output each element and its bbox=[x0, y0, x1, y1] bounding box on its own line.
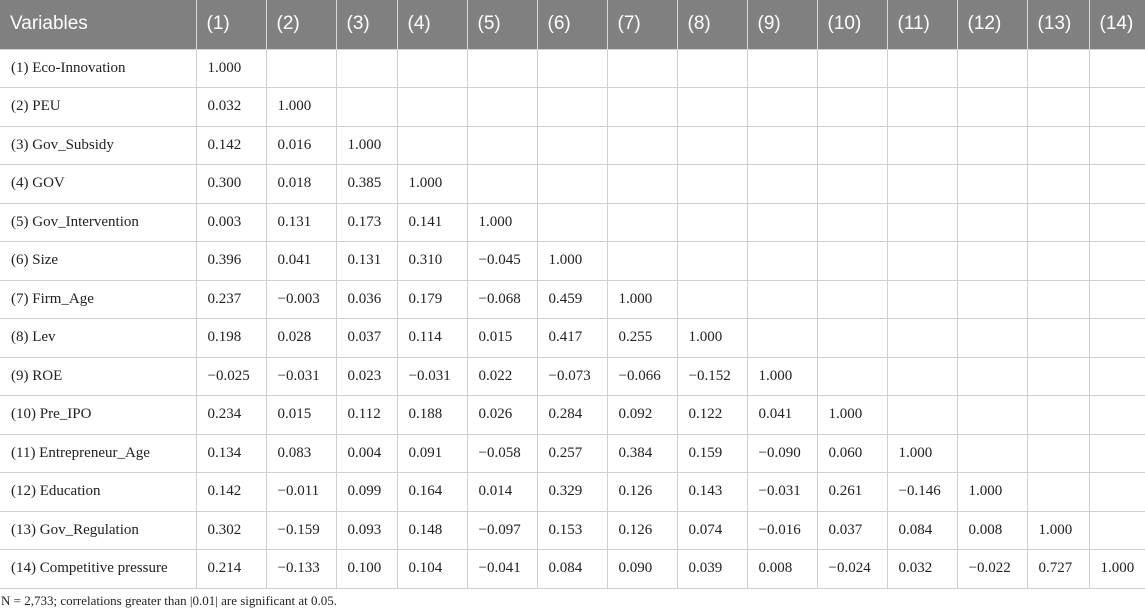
table-row bbox=[0, 319, 1145, 358]
correlation-cell: 0.234 bbox=[196, 396, 266, 435]
variable-label-cell: (1) Eco-Innovation bbox=[0, 49, 196, 88]
correlation-cell: 1.000 bbox=[266, 88, 336, 127]
correlation-cell: 0.037 bbox=[817, 511, 887, 550]
correlation-cell bbox=[817, 319, 887, 358]
correlation-cell bbox=[537, 126, 607, 165]
correlation-cell bbox=[817, 242, 887, 281]
correlation-cell: 0.091 bbox=[397, 434, 467, 473]
correlation-cell: 1.000 bbox=[1027, 511, 1089, 550]
correlation-cell: 0.004 bbox=[336, 434, 397, 473]
correlation-cell: 0.459 bbox=[537, 280, 607, 319]
correlation-cell: 1.000 bbox=[467, 203, 537, 242]
correlation-cell: −0.016 bbox=[747, 511, 817, 550]
correlation-cell: 0.159 bbox=[677, 434, 747, 473]
correlation-cell bbox=[887, 242, 957, 281]
table-row bbox=[0, 203, 1145, 242]
table-row bbox=[0, 49, 1145, 88]
correlation-cell bbox=[747, 242, 817, 281]
correlation-cell: 0.092 bbox=[607, 396, 677, 435]
correlation-cell bbox=[1027, 88, 1089, 127]
correlation-cell: 0.188 bbox=[397, 396, 467, 435]
correlation-cell: 0.329 bbox=[537, 473, 607, 512]
correlation-cell bbox=[266, 49, 336, 88]
correlation-cell: 0.018 bbox=[266, 165, 336, 204]
table-footnote: N = 2,733; correlations greater than |0.01| are significant at 0.05. bbox=[1, 593, 337, 608]
correlation-cell bbox=[887, 49, 957, 88]
correlation-cell: −0.025 bbox=[196, 357, 266, 396]
column-header-4: (4) bbox=[397, 0, 467, 49]
correlation-cell: 0.104 bbox=[397, 550, 467, 589]
correlation-cell: 1.000 bbox=[196, 49, 266, 88]
correlation-cell bbox=[957, 319, 1027, 358]
correlation-cell: 0.032 bbox=[887, 550, 957, 589]
correlation-cell: 0.099 bbox=[336, 473, 397, 512]
correlation-cell: −0.066 bbox=[607, 357, 677, 396]
correlation-cell: 1.000 bbox=[1089, 550, 1145, 589]
correlation-cell bbox=[397, 126, 467, 165]
correlation-cell: 0.134 bbox=[196, 434, 266, 473]
correlation-cell: 0.143 bbox=[677, 473, 747, 512]
correlation-cell bbox=[1089, 319, 1145, 358]
correlation-cell: −0.011 bbox=[266, 473, 336, 512]
correlation-cell bbox=[747, 319, 817, 358]
column-header-5: (5) bbox=[467, 0, 537, 49]
correlation-cell: −0.041 bbox=[467, 550, 537, 589]
correlation-cell: 0.028 bbox=[266, 319, 336, 358]
correlation-cell bbox=[957, 203, 1027, 242]
variable-label-cell: (5) Gov_Intervention bbox=[0, 203, 196, 242]
correlation-cell: 0.026 bbox=[467, 396, 537, 435]
correlation-cell: 0.261 bbox=[817, 473, 887, 512]
correlation-cell: 0.131 bbox=[336, 242, 397, 281]
correlation-cell bbox=[1027, 49, 1089, 88]
correlation-cell bbox=[1089, 396, 1145, 435]
correlation-cell: 1.000 bbox=[336, 126, 397, 165]
correlation-cell bbox=[887, 165, 957, 204]
correlation-cell bbox=[817, 49, 887, 88]
correlation-cell: 0.008 bbox=[957, 511, 1027, 550]
correlation-cell bbox=[1027, 203, 1089, 242]
table-row bbox=[0, 280, 1145, 319]
correlation-cell bbox=[887, 203, 957, 242]
correlation-cell bbox=[747, 280, 817, 319]
correlation-cell: 0.153 bbox=[537, 511, 607, 550]
correlation-cell bbox=[957, 396, 1027, 435]
correlation-cell bbox=[537, 88, 607, 127]
header-row bbox=[0, 0, 1145, 49]
correlation-cell bbox=[677, 203, 747, 242]
correlation-cell bbox=[677, 242, 747, 281]
column-header-8: (8) bbox=[677, 0, 747, 49]
correlation-cell bbox=[1089, 357, 1145, 396]
variable-label-cell: (10) Pre_IPO bbox=[0, 396, 196, 435]
correlation-cell bbox=[607, 242, 677, 281]
table-row bbox=[0, 396, 1145, 435]
correlation-cell: 0.015 bbox=[467, 319, 537, 358]
correlation-cell: 0.384 bbox=[607, 434, 677, 473]
correlation-cell: 0.100 bbox=[336, 550, 397, 589]
variable-label-cell: (4) GOV bbox=[0, 165, 196, 204]
correlation-cell: 1.000 bbox=[887, 434, 957, 473]
correlation-cell: 1.000 bbox=[677, 319, 747, 358]
correlation-cell: 0.083 bbox=[266, 434, 336, 473]
variable-label-cell: (6) Size bbox=[0, 242, 196, 281]
variable-label-cell: (12) Education bbox=[0, 473, 196, 512]
correlation-cell: −0.045 bbox=[467, 242, 537, 281]
correlation-cell bbox=[336, 88, 397, 127]
correlation-cell bbox=[1027, 165, 1089, 204]
correlation-cell bbox=[747, 88, 817, 127]
correlation-cell bbox=[957, 434, 1027, 473]
correlation-cell: 0.300 bbox=[196, 165, 266, 204]
correlation-cell bbox=[677, 88, 747, 127]
correlation-cell bbox=[817, 203, 887, 242]
correlation-cell bbox=[1027, 126, 1089, 165]
table-row bbox=[0, 88, 1145, 127]
correlation-cell: −0.024 bbox=[817, 550, 887, 589]
correlation-cell: −0.090 bbox=[747, 434, 817, 473]
correlation-cell: 1.000 bbox=[957, 473, 1027, 512]
correlation-cell: 0.131 bbox=[266, 203, 336, 242]
variable-label-cell: (3) Gov_Subsidy bbox=[0, 126, 196, 165]
correlation-cell bbox=[397, 49, 467, 88]
correlation-cell: 0.237 bbox=[196, 280, 266, 319]
correlation-cell bbox=[887, 357, 957, 396]
correlation-cell: −0.159 bbox=[266, 511, 336, 550]
variable-label-cell: (13) Gov_Regulation bbox=[0, 511, 196, 550]
correlation-cell: 0.284 bbox=[537, 396, 607, 435]
correlation-cell: 0.023 bbox=[336, 357, 397, 396]
correlation-cell bbox=[1027, 434, 1089, 473]
correlation-cell: 0.142 bbox=[196, 473, 266, 512]
correlation-cell bbox=[887, 126, 957, 165]
correlation-cell: 0.179 bbox=[397, 280, 467, 319]
correlation-cell: −0.031 bbox=[397, 357, 467, 396]
correlation-cell: −0.068 bbox=[467, 280, 537, 319]
correlation-cell bbox=[467, 49, 537, 88]
correlation-cell: 0.036 bbox=[336, 280, 397, 319]
correlation-cell: 0.003 bbox=[196, 203, 266, 242]
correlation-cell: 0.041 bbox=[266, 242, 336, 281]
correlation-cell bbox=[677, 126, 747, 165]
correlation-cell: 0.114 bbox=[397, 319, 467, 358]
correlation-cell: 0.022 bbox=[467, 357, 537, 396]
correlation-cell bbox=[887, 280, 957, 319]
correlation-cell: 0.015 bbox=[266, 396, 336, 435]
correlation-cell: 0.039 bbox=[677, 550, 747, 589]
correlation-cell: 0.014 bbox=[467, 473, 537, 512]
table-row bbox=[0, 550, 1145, 589]
correlation-cell: 0.141 bbox=[397, 203, 467, 242]
correlation-cell: 0.084 bbox=[537, 550, 607, 589]
column-header-13: (13) bbox=[1027, 0, 1089, 49]
correlation-cell bbox=[1027, 357, 1089, 396]
correlation-cell: 0.126 bbox=[607, 511, 677, 550]
correlation-cell: 1.000 bbox=[817, 396, 887, 435]
table-row bbox=[0, 434, 1145, 473]
column-header-3: (3) bbox=[336, 0, 397, 49]
correlation-cell: 0.727 bbox=[1027, 550, 1089, 589]
correlation-cell: 0.037 bbox=[336, 319, 397, 358]
variable-label-cell: (9) ROE bbox=[0, 357, 196, 396]
column-header-11: (11) bbox=[887, 0, 957, 49]
correlation-cell bbox=[1089, 434, 1145, 473]
table-row bbox=[0, 473, 1145, 512]
table-row bbox=[0, 126, 1145, 165]
correlation-cell bbox=[1089, 280, 1145, 319]
table-row bbox=[0, 511, 1145, 550]
correlation-cell bbox=[887, 319, 957, 358]
column-header-12: (12) bbox=[957, 0, 1027, 49]
table-body bbox=[0, 49, 1145, 588]
correlation-cell bbox=[607, 88, 677, 127]
variable-label-cell: (7) Firm_Age bbox=[0, 280, 196, 319]
correlation-cell: 0.093 bbox=[336, 511, 397, 550]
correlation-cell: −0.003 bbox=[266, 280, 336, 319]
correlation-cell bbox=[467, 165, 537, 204]
correlation-cell bbox=[957, 357, 1027, 396]
variable-label-cell: (11) Entrepreneur_Age bbox=[0, 434, 196, 473]
column-header-6: (6) bbox=[537, 0, 607, 49]
correlation-cell bbox=[957, 126, 1027, 165]
correlation-cell bbox=[1089, 88, 1145, 127]
correlation-cell: −0.133 bbox=[266, 550, 336, 589]
column-header-10: (10) bbox=[817, 0, 887, 49]
correlation-cell bbox=[817, 126, 887, 165]
correlation-cell: 1.000 bbox=[397, 165, 467, 204]
correlation-cell: 0.090 bbox=[607, 550, 677, 589]
correlation-cell: −0.031 bbox=[747, 473, 817, 512]
correlation-cell: 1.000 bbox=[537, 242, 607, 281]
correlation-cell: 1.000 bbox=[607, 280, 677, 319]
correlation-cell bbox=[336, 49, 397, 88]
correlation-cell bbox=[607, 165, 677, 204]
correlation-cell: 0.417 bbox=[537, 319, 607, 358]
correlation-cell bbox=[817, 357, 887, 396]
correlation-cell: −0.058 bbox=[467, 434, 537, 473]
correlation-cell bbox=[677, 165, 747, 204]
column-header-9: (9) bbox=[747, 0, 817, 49]
correlation-cell bbox=[467, 126, 537, 165]
column-header-variables: Variables bbox=[0, 0, 196, 49]
correlation-cell bbox=[817, 280, 887, 319]
correlation-cell bbox=[957, 242, 1027, 281]
correlation-cell bbox=[537, 165, 607, 204]
correlation-cell bbox=[957, 165, 1027, 204]
correlation-cell bbox=[1089, 511, 1145, 550]
correlation-cell: −0.097 bbox=[467, 511, 537, 550]
correlation-cell bbox=[957, 280, 1027, 319]
correlation-cell: 0.164 bbox=[397, 473, 467, 512]
correlation-cell: 0.302 bbox=[196, 511, 266, 550]
column-header-2: (2) bbox=[266, 0, 336, 49]
correlation-cell bbox=[467, 88, 537, 127]
correlation-cell bbox=[1089, 165, 1145, 204]
correlation-cell: 0.142 bbox=[196, 126, 266, 165]
correlation-cell: 0.084 bbox=[887, 511, 957, 550]
correlation-cell bbox=[677, 280, 747, 319]
correlation-cell bbox=[1027, 396, 1089, 435]
correlation-cell: 0.122 bbox=[677, 396, 747, 435]
correlation-cell: 0.310 bbox=[397, 242, 467, 281]
correlation-cell bbox=[1089, 49, 1145, 88]
correlation-cell bbox=[747, 165, 817, 204]
correlation-cell: 0.255 bbox=[607, 319, 677, 358]
correlation-cell bbox=[957, 88, 1027, 127]
correlation-cell: −0.022 bbox=[957, 550, 1027, 589]
correlation-cell bbox=[1089, 242, 1145, 281]
correlation-cell: 0.173 bbox=[336, 203, 397, 242]
variable-label-cell: (14) Competitive pressure bbox=[0, 550, 196, 589]
correlation-cell bbox=[537, 203, 607, 242]
correlation-cell: 0.041 bbox=[747, 396, 817, 435]
correlation-cell bbox=[1089, 203, 1145, 242]
table-row bbox=[0, 242, 1145, 281]
correlation-cell: 0.016 bbox=[266, 126, 336, 165]
correlation-cell: 0.148 bbox=[397, 511, 467, 550]
correlation-cell: −0.073 bbox=[537, 357, 607, 396]
correlation-cell bbox=[397, 88, 467, 127]
correlation-cell bbox=[887, 396, 957, 435]
column-header-14: (14) bbox=[1089, 0, 1145, 49]
correlation-cell bbox=[747, 126, 817, 165]
correlation-cell bbox=[1089, 126, 1145, 165]
correlation-cell: 0.060 bbox=[817, 434, 887, 473]
correlation-cell: −0.152 bbox=[677, 357, 747, 396]
correlation-cell bbox=[537, 49, 607, 88]
table-row bbox=[0, 165, 1145, 204]
correlation-cell: −0.031 bbox=[266, 357, 336, 396]
correlation-cell bbox=[1027, 473, 1089, 512]
correlation-cell: 0.126 bbox=[607, 473, 677, 512]
correlation-cell: 0.214 bbox=[196, 550, 266, 589]
correlation-cell bbox=[1089, 473, 1145, 512]
correlation-cell bbox=[747, 203, 817, 242]
correlation-cell bbox=[887, 88, 957, 127]
correlation-cell: 0.008 bbox=[747, 550, 817, 589]
correlation-cell bbox=[1027, 280, 1089, 319]
correlation-cell: 0.385 bbox=[336, 165, 397, 204]
correlation-cell: −0.146 bbox=[887, 473, 957, 512]
correlation-cell: 0.257 bbox=[537, 434, 607, 473]
table-row bbox=[0, 357, 1145, 396]
correlation-cell bbox=[607, 49, 677, 88]
correlation-cell: 0.198 bbox=[196, 319, 266, 358]
column-header-1: (1) bbox=[196, 0, 266, 49]
correlation-cell bbox=[1027, 319, 1089, 358]
correlation-cell: 0.396 bbox=[196, 242, 266, 281]
variable-label-cell: (2) PEU bbox=[0, 88, 196, 127]
correlation-cell: 0.074 bbox=[677, 511, 747, 550]
correlation-cell bbox=[677, 49, 747, 88]
correlation-cell bbox=[607, 203, 677, 242]
correlation-cell bbox=[957, 49, 1027, 88]
correlation-cell bbox=[817, 165, 887, 204]
correlation-cell: 1.000 bbox=[747, 357, 817, 396]
correlation-cell bbox=[607, 126, 677, 165]
correlation-cell: 0.112 bbox=[336, 396, 397, 435]
correlation-cell: 0.032 bbox=[196, 88, 266, 127]
variable-label-cell: (8) Lev bbox=[0, 319, 196, 358]
correlation-cell bbox=[747, 49, 817, 88]
correlation-cell bbox=[817, 88, 887, 127]
column-header-7: (7) bbox=[607, 0, 677, 49]
correlation-cell bbox=[1027, 242, 1089, 281]
